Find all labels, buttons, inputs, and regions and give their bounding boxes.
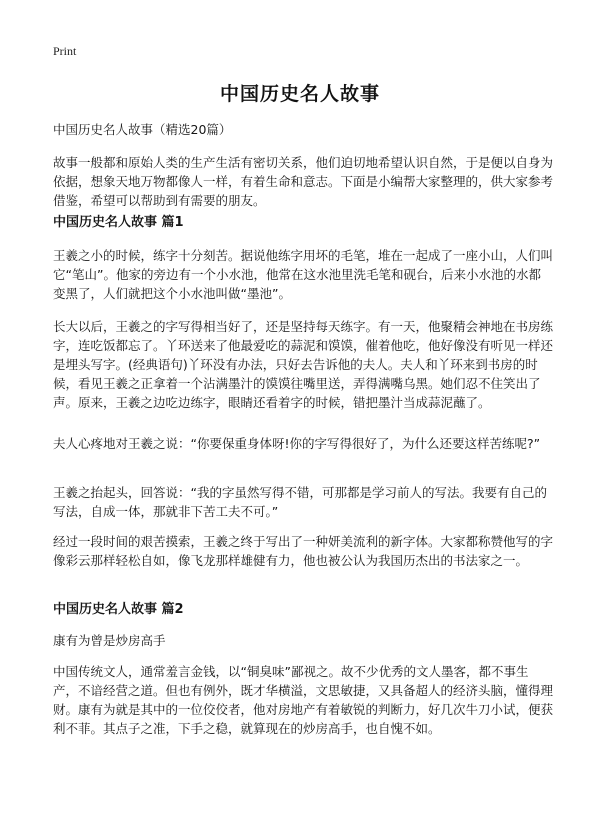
section2-paragraph-1 [53, 631, 553, 650]
subtitle [53, 120, 553, 139]
paragraph-text: 长大以后，王羲之的字写得相当好了，还是坚持每天练字。有一天，他聚精会神地在书房练字，连吃饭都忘了。丫环送来了他最爱吃的蒜泥和馍馍，催着他吃，他好像没有听见一样还是埋头写字。(经典语句)丫环没有办法，只好去告诉他的夫人。夫人和丫环来到书房的时候，看见王羲之正拿着一个沾满墨汁的馍馍往嘴里送，弄得满嘴乌黑。她们忍不住笑出了声。原来，王羲之边吃边练字，眼睛还看着字的时候，错把墨汁当成蒜泥蘸了。 [53, 319, 554, 410]
section-heading-1 [53, 213, 553, 232]
section-heading-1-text: 中国历史名人故事 篇1 [53, 215, 184, 230]
paragraph-text: 康有为曾是炒房高手 [53, 633, 166, 648]
section-heading-2-text: 中国历史名人故事 篇2 [53, 602, 184, 617]
print-link[interactable]: Print [53, 44, 77, 58]
subtitle-text: 中国历史名人故事（精选20篇） [53, 122, 232, 137]
section1-paragraph-5 [53, 532, 553, 570]
section1-paragraph-1 [53, 246, 553, 303]
paragraph-text: 夫人心疼地对王羲之说：“你要保重身体呀!你的字写得很好了，为什么还要这样苦练呢?” [53, 436, 541, 451]
section1-paragraph-4 [53, 483, 553, 521]
section2-paragraph-2 [53, 662, 553, 738]
section1-paragraph-3 [53, 434, 553, 453]
paragraph-text: 王羲之小的时候，练字十分刻苦。据说他练字用坏的毛笔，堆在一起成了一座小山，人们叫它“笔山”。他家的旁边有一个小水池，他常在这水池里洗毛笔和砚台，后来小水池的水都变黑了，人们就把这个小水池叫做“墨池”。 [53, 248, 554, 301]
section-heading-2 [53, 600, 553, 619]
paragraph-text: 中国传统文人，通常羞言金钱，以“铜臭味”鄙视之。故不少优秀的文人墨客，都不事生产，不谙经营之道。但也有例外，既才华横溢，文思敏捷，又具备超人的经济头脑，懂得理财。康有为就是其中的一位佼佼者，他对房地产有着敏锐的判断力，好几次牛刀小试，便获利不菲。其点子之准，下手之稳，就算现在的炒房高手，也自愧不如。 [53, 664, 554, 736]
intro-paragraph [53, 153, 553, 210]
section1-paragraph-2 [53, 317, 553, 412]
page-title: 中国历史名人故事 [219, 83, 380, 105]
intro-text: 故事一般都和原始人类的生产生活有密切关系，他们迫切地希望认识自然，于是便以自身为依据，想象天地万物都像人一样，有着生命和意志。下面是小编帮大家整理的，供大家参考借鉴，希望可以帮助到有需要的朋友。 [53, 155, 554, 208]
paragraph-text: 王羲之抬起头，回答说：“我的字虽然写得不错，可那都是学习前人的写法。我要有自己的写法，自成一体，那就非下苦工夫不可。” [53, 485, 547, 519]
paragraph-text: 经过一段时间的艰苦摸索，王羲之终于写出了一种妍美流利的新字体。大家都称赞他写的字像彩云那样轻松自如，像飞龙那样雄健有力，他也被公认为我国历杰出的书法家之一。 [53, 534, 554, 568]
